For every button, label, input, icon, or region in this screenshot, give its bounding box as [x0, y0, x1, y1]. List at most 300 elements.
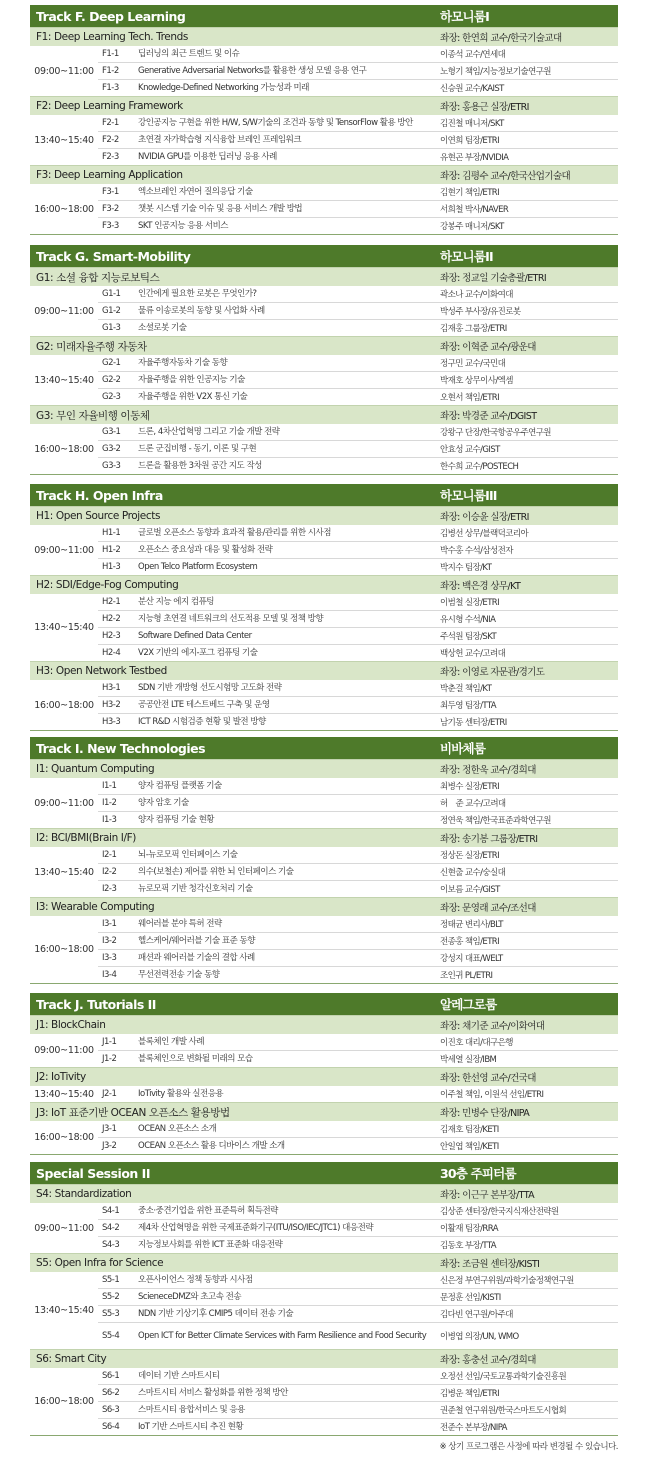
track-header — [30, 993, 618, 1015]
talk-row — [98, 1236, 618, 1253]
session-chair: 좌장: 정교일 기술총괄/ETRI — [440, 273, 547, 284]
talk-row — [98, 1272, 618, 1288]
session-header — [30, 506, 618, 525]
talk-code: F2-2 — [102, 135, 119, 145]
talk-code: G3-2 — [102, 444, 121, 454]
session-header — [30, 27, 618, 46]
talk-row — [98, 319, 618, 336]
talk-speaker: 안일엽 책임/KETI — [440, 1142, 499, 1152]
talk-speaker: 김재홍 그룹장/ETRI — [440, 324, 507, 334]
talk-code: H1-2 — [102, 545, 121, 555]
talk-row — [98, 880, 618, 897]
talk-speaker: 이연희 팀장/ETRI — [440, 136, 499, 146]
session-time: 13:40~15:40 — [34, 134, 94, 146]
talk-code: S4-2 — [102, 1223, 120, 1233]
session-time: 13:40~15:40 — [34, 622, 94, 633]
session-header — [30, 759, 618, 778]
talk-code: H3-3 — [102, 717, 121, 727]
talk-speaker: 정구민 교수/국민대 — [440, 359, 506, 369]
talk-row — [98, 115, 618, 131]
talk-speaker: 김현기 책임/ETRI — [440, 188, 499, 198]
session-title: S6: Smart City — [36, 1353, 107, 1365]
session-title: G1: 소셜 융합 지능로보틱스 — [36, 271, 160, 284]
session-chair: 좌장: 이영로 자문관/경기도 — [440, 667, 545, 678]
session-chair: 좌장: 이혁준 교수/광운대 — [440, 342, 536, 353]
talk-code: I2-1 — [102, 850, 117, 860]
session-title: S4: Standardization — [36, 1188, 132, 1200]
talk-title: Software Defined Data Center — [138, 631, 252, 641]
talk-speaker: 정태균 변리사/BLT — [440, 920, 503, 930]
track-header — [30, 245, 618, 267]
talk-code: I1-2 — [102, 798, 117, 808]
session-chair: 좌장: 한선영 교수/건국대 — [440, 1073, 536, 1084]
talk-speaker: 이활재 팀장/RRA — [440, 1224, 498, 1234]
talk-row — [98, 541, 618, 558]
talk-code: G2-3 — [102, 392, 121, 402]
talk-title: 소셜로봇 기술 — [138, 323, 187, 333]
talk-code: S4-3 — [102, 1240, 120, 1250]
talk-title: 글로벌 오픈소스 동향과 효과적 활용/관리를 위한 시사점 — [138, 528, 331, 538]
session-body — [30, 286, 618, 336]
talk-code: J3-2 — [102, 1141, 117, 1151]
talk-title: NVIDIA GPU를 이용한 딥러닝 응용 사례 — [138, 152, 277, 162]
talk-list — [98, 916, 618, 983]
talk-list — [98, 525, 618, 575]
session-title: G3: 무인 자율비행 이동체 — [36, 409, 150, 422]
talk-row — [98, 1401, 618, 1418]
talk-row — [98, 847, 618, 863]
talk-row — [98, 558, 618, 575]
talk-list — [98, 424, 618, 474]
talk-list — [98, 847, 618, 897]
talk-speaker: 신현출 교수/숭실대 — [440, 868, 506, 878]
session-time: 16:00~18:00 — [34, 1132, 94, 1143]
session-header — [30, 267, 618, 286]
session-time: 09:00~11:00 — [34, 305, 94, 317]
talk-title: 엑소브레인 자연어 질의응답 기술 — [138, 187, 253, 197]
talk-title: 인간에게 필요한 로봇은 무엇인가? — [138, 289, 257, 299]
talk-title: 자율주행을 위한 인공지능 기술 — [138, 375, 245, 385]
talk-title: V2X 기반의 에지-포그 컴퓨팅 기술 — [138, 648, 258, 658]
session-title: H1: Open Source Projects — [36, 510, 161, 522]
session-body — [30, 184, 618, 234]
session-title: H2: SDI/Edge-Fog Computing — [36, 579, 179, 591]
talk-title: SKT 인공지능 응용 서비스 — [138, 221, 229, 231]
talk-code: F3-3 — [102, 221, 119, 231]
track-title: Special Session II — [36, 1165, 150, 1181]
session-body — [30, 1272, 618, 1349]
session-chair: 좌장: 박경준 교수/DGIST — [440, 411, 537, 422]
track-header — [30, 5, 618, 27]
talk-row — [98, 424, 618, 440]
talk-title: OCEAN 오픈소스 소개 — [138, 1124, 217, 1134]
talk-speaker: 박수홍 수석/삼성전자 — [440, 546, 513, 556]
track-title: Track F. Deep Learning — [36, 8, 186, 24]
talk-list — [98, 680, 618, 730]
session-header — [30, 1184, 618, 1203]
session-header — [30, 1102, 618, 1121]
talk-code: J2-1 — [102, 1089, 117, 1099]
session-title: H3: Open Network Testbed — [36, 665, 167, 677]
session-time: 16:00~18:00 — [34, 203, 94, 215]
session-time: 09:00~11:00 — [34, 544, 94, 556]
talk-list — [98, 1203, 618, 1253]
talk-speaker: 김다빈 연구원/아주대 — [440, 1310, 513, 1320]
talk-speaker: 조인귀 PL/ETRI — [440, 971, 493, 981]
session-body — [30, 594, 618, 661]
talk-list — [98, 1272, 618, 1349]
talk-code: G1-3 — [102, 323, 121, 333]
talk-title: IoTivity 활용와 실전응용 — [138, 1089, 224, 1099]
talk-title: 양자 컴퓨팅 플랫폼 기술 — [138, 781, 222, 791]
track-room: 30층 주피터룸 — [440, 1166, 516, 1181]
talk-code: H2-2 — [102, 614, 121, 624]
talk-speaker: 오현서 책임/ETRI — [440, 393, 499, 403]
session-title: S5: Open Infra for Science — [36, 1257, 164, 1269]
talk-list — [98, 594, 618, 661]
session-time: 16:00~18:00 — [34, 699, 94, 711]
talk-row — [98, 778, 618, 794]
talk-row — [98, 1137, 618, 1154]
talk-code: S5-1 — [102, 1275, 120, 1285]
session-time: 16:00~18:00 — [34, 1396, 94, 1407]
talk-speaker: 안효성 교수/GIST — [440, 445, 500, 455]
session-title: J2: IoTivity — [36, 1071, 86, 1083]
talk-speaker: 김동호 부장/TTA — [440, 1241, 497, 1251]
talk-row — [98, 1203, 618, 1219]
talk-speaker: 김진철 매니저/SKT — [440, 119, 504, 129]
talk-row — [98, 46, 618, 62]
talk-row — [98, 794, 618, 811]
track-room: 비바체룸 — [440, 741, 486, 756]
talk-row — [98, 355, 618, 371]
talk-title: 오픈소스 중요성과 대응 및 활성화 전략 — [138, 545, 273, 555]
talk-title: SDN 기반 개방형 선도시험망 고도화 전략 — [138, 683, 282, 693]
talk-speaker: 유현곤 부장/NVIDIA — [440, 153, 509, 163]
talk-title: 양자 암호 기술 — [138, 798, 189, 808]
session-header — [30, 96, 618, 115]
session-chair: 좌장: 조금원 센터장/KISTI — [440, 1259, 540, 1270]
talk-code: I3-1 — [102, 919, 117, 929]
talk-speaker: 신승원 교수/KAIST — [440, 84, 504, 94]
talk-row — [98, 79, 618, 96]
talk-row — [98, 286, 618, 302]
talk-row — [98, 680, 618, 696]
talk-row — [98, 184, 618, 200]
session-time: 13:40~15:40 — [34, 374, 94, 386]
session-body — [30, 355, 618, 405]
talk-speaker: 박성주 부사장/유진로봇 — [440, 307, 521, 317]
talk-title: 웨어러블 분야 특허 전략 — [138, 919, 222, 929]
session-chair: 좌장: 홍용근 실장/ETRI — [440, 102, 529, 113]
talk-code: G3-1 — [102, 427, 121, 437]
track-section — [30, 484, 618, 731]
session-title: I1: Quantum Computing — [36, 763, 155, 775]
talk-code: G2-2 — [102, 375, 121, 385]
talk-title: 무선전력전송 기술 동향 — [138, 970, 220, 980]
talk-title: 공공안전 LTE 테스트베드 구축 및 운영 — [138, 700, 270, 710]
session-body — [30, 115, 618, 165]
talk-speaker: 최두영 팀장/TTA — [440, 701, 497, 711]
talk-speaker: 이주철 책임, 이원석 선임/ETRI — [440, 1090, 544, 1100]
talk-title: 분산 지능 에지 컴퓨팅 — [138, 597, 215, 607]
track-room: 하모니룸II — [440, 249, 493, 264]
talk-title: 제4차 산업혁명을 위한 국제표준화기구(ITU/ISO/IEC/JTC1) 대응전략 — [138, 1223, 374, 1233]
talk-speaker: 박재호 상무이사/엑셈 — [440, 376, 513, 386]
talk-title: 뉴로모픽 기반 청각신호처리 기술 — [138, 884, 253, 894]
session-body — [30, 1121, 618, 1154]
talk-title: Knowledge-Defined Networking 가능성과 미래 — [138, 83, 309, 93]
talk-code: S6-1 — [102, 1371, 120, 1381]
track-section — [30, 1162, 618, 1436]
session-header — [30, 165, 618, 184]
talk-speaker: 정연욱 책임/한국표준과학연구원 — [440, 816, 551, 826]
talk-speaker: 곽소나 교수/이화여대 — [440, 290, 513, 300]
talk-row — [98, 62, 618, 79]
session-title: F1: Deep Learning Tech. Trends — [36, 31, 188, 43]
talk-code: H3-1 — [102, 683, 121, 693]
talk-code: I3-2 — [102, 936, 117, 946]
talk-title: 강인공지능 구현을 위한 H/W, S/W기술의 조건과 동향 및 TensorFlow 활용 방안 — [138, 118, 413, 128]
talk-row — [98, 371, 618, 388]
session-body — [30, 1368, 618, 1435]
talk-speaker: 노형기 책임/지능정보기술연구원 — [440, 67, 551, 77]
talk-speaker: 김병선 상무/블랙덕코리아 — [440, 529, 529, 539]
talk-title: 블록체인으로 변화될 미래의 모습 — [138, 1054, 253, 1064]
session-header — [30, 828, 618, 847]
talk-code: F1-1 — [102, 49, 119, 59]
talk-title: 패션과 웨어러블 기술의 결합 사례 — [138, 953, 255, 963]
talk-speaker: 이보름 교수/GIST — [440, 885, 500, 895]
talk-speaker: 박세열 실장/IBM — [440, 1055, 497, 1065]
session-chair: 좌장: 채기준 교수/이화여대 — [440, 1021, 545, 1032]
talk-code: S5-3 — [102, 1309, 120, 1319]
session-body — [30, 680, 618, 730]
track-room: 하모니룸III — [440, 488, 497, 503]
talk-row — [98, 863, 618, 880]
track-header — [30, 1162, 618, 1184]
talk-title: 오픈사이언스 정책 동향과 시사점 — [138, 1275, 253, 1285]
talk-title: 자율주행자동차 기술 동향 — [138, 358, 228, 368]
talk-row — [98, 1288, 618, 1305]
session-time: 16:00~18:00 — [34, 443, 94, 455]
talk-speaker: 강봉주 매니저/SKT — [440, 222, 504, 232]
talk-speaker: 신은정 부연구위원/과학기술정책연구원 — [440, 1276, 574, 1286]
footnote: ※ 상기 프로그램은 사정에 따라 변경될 수 있습니다. — [439, 1442, 618, 1452]
talk-title: 물류 이송로봇의 동향 및 사업화 사례 — [138, 306, 265, 316]
session-header — [30, 661, 618, 680]
session-header — [30, 1015, 618, 1034]
talk-code: S5-2 — [102, 1292, 120, 1302]
talk-list — [98, 1121, 618, 1154]
session-chair: 좌장: 송기봉 그룹장/ETRI — [440, 834, 538, 845]
talk-speaker: 최병수 실장/ETRI — [440, 782, 499, 792]
talk-row — [98, 696, 618, 713]
talk-code: J1-1 — [102, 1037, 117, 1047]
talk-code: F1-3 — [102, 83, 119, 93]
talk-title: IoT 기반 스마트시티 추진 현황 — [138, 1422, 244, 1432]
track-section — [30, 993, 618, 1155]
talk-code: F2-3 — [102, 152, 119, 162]
talk-row — [98, 1322, 618, 1349]
talk-speaker: 김상준 센터장/한국지식재산전략원 — [440, 1207, 559, 1217]
talk-title: 챗봇 시스템 기술 이슈 및 응용 서비스 개발 방법 — [138, 204, 303, 214]
talk-code: I2-3 — [102, 884, 117, 894]
session-body — [30, 525, 618, 575]
talk-code: S6-3 — [102, 1405, 120, 1415]
session-time: 13:40~15:40 — [34, 1305, 94, 1316]
session-chair: 좌장: 홍충선 교수/경희대 — [440, 1355, 536, 1366]
talk-title: NDN 기반 기상기후 CMIP5 데이터 전송 기술 — [138, 1309, 294, 1319]
track-header — [30, 737, 618, 759]
talk-code: F3-2 — [102, 204, 119, 214]
session-time: 09:00~11:00 — [34, 797, 94, 809]
session-title: F2: Deep Learning Framework — [36, 100, 183, 112]
talk-speaker: 강왕구 단장/한국항공우주연구원 — [440, 428, 551, 438]
talk-title: 드론을 활용한 3차원 공간 지도 작성 — [138, 461, 262, 471]
talk-speaker: 허 준 교수/고려대 — [440, 799, 506, 809]
talk-speaker: 이진호 대리/대구은행 — [440, 1038, 513, 1048]
talk-title: 지능정보사회를 위한 ICT 표준화 대응전략 — [138, 1240, 283, 1250]
talk-title: 헬스케어/웨어러블 기술 표준 동향 — [138, 936, 255, 946]
session-header — [30, 336, 618, 355]
talk-row — [98, 1368, 618, 1384]
talk-row — [98, 644, 618, 661]
talk-speaker: 유시형 수석/NIA — [440, 615, 496, 625]
talk-code: H2-3 — [102, 631, 121, 641]
talk-speaker: 백상헌 교수/고려대 — [440, 649, 506, 659]
talk-speaker: 정상돈 실장/ETRI — [440, 851, 499, 861]
session-header — [30, 1067, 618, 1086]
track-title: Track I. New Technologies — [36, 740, 206, 756]
talk-code: H2-4 — [102, 648, 121, 658]
talk-speaker: 강성지 대표/WELT — [440, 954, 503, 964]
talk-speaker: 박춘걸 책임/KT — [440, 684, 492, 694]
talk-code: G3-3 — [102, 461, 121, 471]
talk-speaker: 주석원 팀장/SKT — [440, 632, 497, 642]
talk-code: S6-2 — [102, 1388, 120, 1398]
session-time: 13:40~15:40 — [34, 1088, 94, 1100]
session-chair: 좌장: 문영래 교수/조선대 — [440, 903, 536, 914]
session-body — [30, 847, 618, 897]
talk-row — [98, 713, 618, 730]
talk-list — [98, 115, 618, 165]
talk-list — [98, 355, 618, 405]
talk-speaker: 문정훈 선임/KISTI — [440, 1293, 501, 1303]
talk-code: J1-2 — [102, 1054, 117, 1064]
talk-title: 스마트시티 서비스 활성화를 위한 정책 방안 — [138, 1388, 288, 1398]
talk-title: 중소·중견기업을 위한 표준특허 획득전략 — [138, 1206, 278, 1216]
talk-title: Generative Adversarial Networks를 활용한 생성 모델 응용 연구 — [138, 66, 367, 76]
talk-speaker: 김재호 팀장/KETI — [440, 1125, 499, 1135]
talk-code: J3-1 — [102, 1124, 117, 1134]
talk-code: I1-3 — [102, 815, 117, 825]
session-header — [30, 575, 618, 594]
talk-row — [98, 1305, 618, 1322]
session-body — [30, 46, 618, 96]
talk-list — [98, 1034, 618, 1067]
talk-row — [98, 1050, 618, 1067]
talk-code: F2-1 — [102, 118, 119, 128]
talk-speaker: 이범철 실장/ETRI — [440, 598, 499, 608]
session-body — [30, 1034, 618, 1067]
track-header — [30, 484, 618, 506]
talk-speaker: 권준철 연구위원/한국스마트도시협회 — [440, 1406, 567, 1416]
talk-title: 블록체인 개발 사례 — [138, 1037, 205, 1047]
track-room: 알레그로룸 — [440, 997, 497, 1012]
talk-title: ScieneceDMZ와 초고속 전송 — [138, 1292, 242, 1302]
talk-row — [98, 916, 618, 932]
session-title: I2: BCI/BMI(Brain I/F) — [36, 832, 136, 844]
talk-code: S4-1 — [102, 1206, 120, 1216]
track-title: Track H. Open Infra — [36, 487, 163, 503]
talk-code: F1-2 — [102, 66, 119, 76]
talk-row — [98, 302, 618, 319]
talk-code: G1-1 — [102, 289, 121, 299]
session-chair: 좌장: 이근구 본부장/TTA — [440, 1190, 535, 1201]
talk-speaker: 전종홍 책임/ETRI — [440, 937, 499, 947]
session-title: J3: IoT 표준기반 OCEAN 오픈소스 활용방법 — [36, 1106, 230, 1119]
talk-speaker: 박지수 팀장/KT — [440, 563, 492, 573]
talk-title: 드론, 4차산업혁명 그리고 기술 개발 전략 — [138, 427, 280, 437]
track-section — [30, 245, 618, 475]
talk-code: S5-4 — [102, 1331, 120, 1341]
talk-code: H1-1 — [102, 528, 121, 538]
talk-row — [98, 610, 618, 627]
talk-speaker: 한수희 교수/POSTECH — [440, 462, 519, 472]
talk-row — [98, 131, 618, 148]
session-header — [30, 405, 618, 424]
talk-list — [98, 184, 618, 234]
talk-code: I3-3 — [102, 953, 117, 963]
talk-title: 데이터 기반 스마트시티 — [138, 1371, 220, 1381]
talk-speaker: 서희철 박사/NAVER — [440, 205, 509, 215]
talk-title: ICT R&D 시험검증 현황 및 발전 방향 — [138, 717, 266, 727]
talk-title: 양자 컴퓨팅 기술 현황 — [138, 815, 215, 825]
talk-list — [98, 286, 618, 336]
talk-row — [98, 440, 618, 457]
talk-code: F3-1 — [102, 187, 119, 197]
talk-list — [98, 1086, 618, 1102]
talk-speaker: 오정선 선임/국토교통과학기술진흥원 — [440, 1372, 567, 1382]
talk-row — [98, 966, 618, 983]
talk-row — [98, 200, 618, 217]
talk-code: I1-1 — [102, 781, 117, 791]
talk-title: Open Telco Platform Ecosystem — [138, 562, 258, 572]
talk-row — [98, 811, 618, 828]
talk-row — [98, 1384, 618, 1401]
session-time: 13:40~15:40 — [34, 866, 94, 878]
talk-row — [98, 949, 618, 966]
session-body — [30, 1086, 618, 1102]
talk-list — [98, 46, 618, 96]
session-header — [30, 1349, 618, 1368]
talk-title: OCEAN 오픈소스 활용 디바이스 개발 소개 — [138, 1141, 285, 1151]
talk-title: Open ICT for Better Climate Services with Farm Resilience and Food Security — [138, 1331, 427, 1341]
session-body — [30, 424, 618, 474]
track-title: Track J. Tutorials II — [36, 996, 156, 1012]
session-time: 09:00~11:00 — [34, 1045, 94, 1056]
talk-row — [98, 148, 618, 165]
track-section — [30, 737, 618, 984]
talk-code: H2-1 — [102, 597, 121, 607]
talk-code: H3-2 — [102, 700, 121, 710]
session-header — [30, 1253, 618, 1272]
talk-row — [98, 1219, 618, 1236]
session-time: 16:00~18:00 — [34, 944, 94, 955]
talk-code: I2-2 — [102, 867, 117, 877]
session-title: I3: Wearable Computing — [36, 901, 155, 913]
